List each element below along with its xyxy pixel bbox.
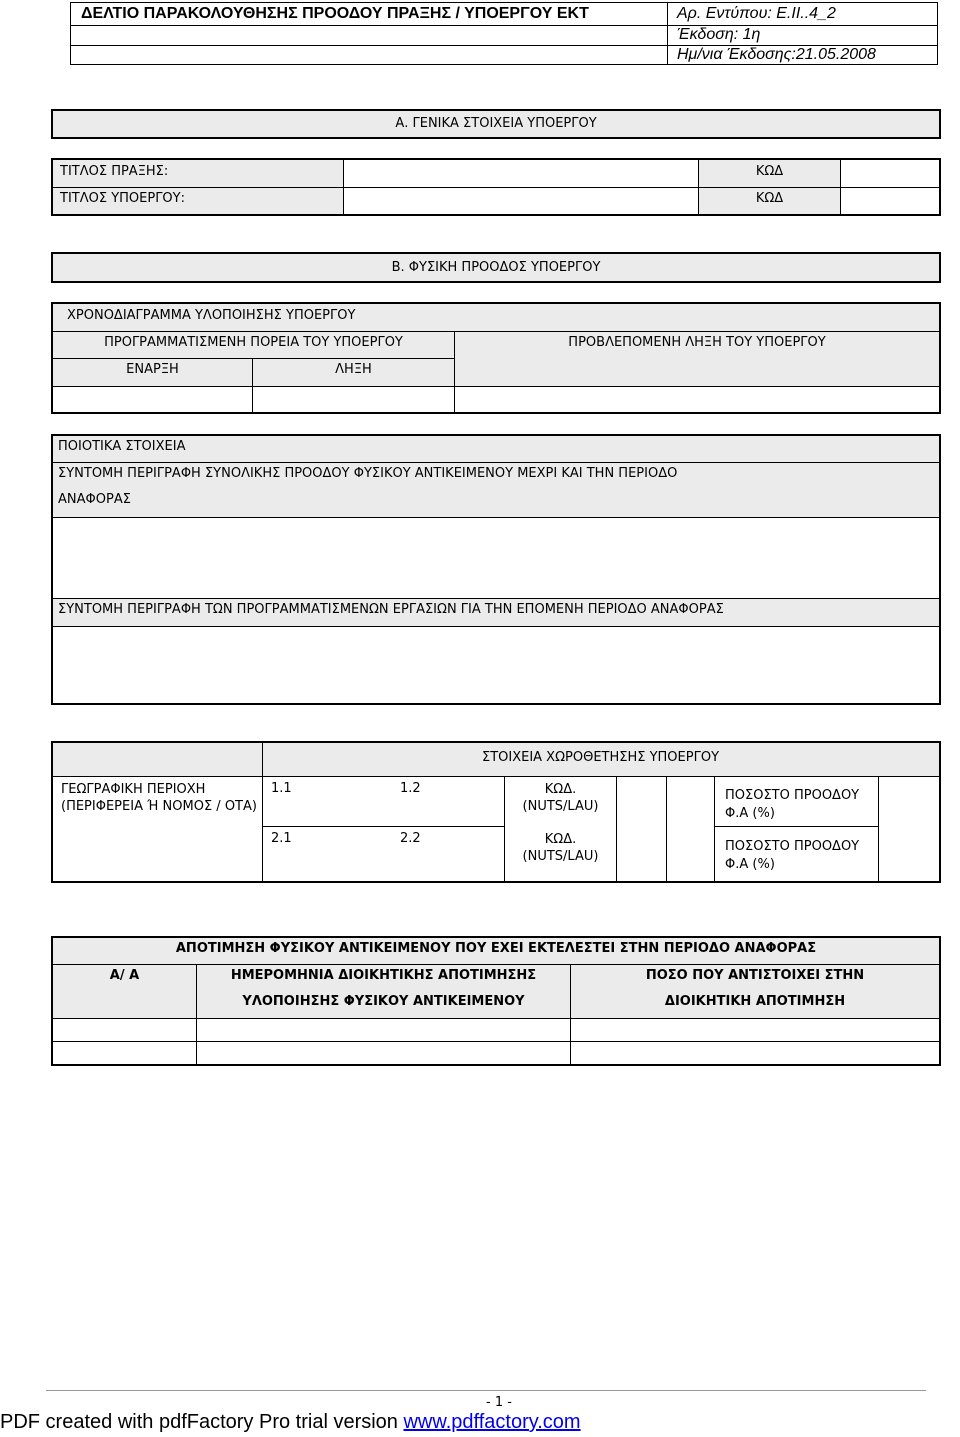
edition-date: Ημ/νια Έκδοσης:21.05.2008	[677, 46, 876, 63]
subproject-code-field[interactable]	[841, 188, 939, 214]
region-2-2: 2.2	[400, 831, 421, 846]
assessment-title: ΑΠΟΤΙΜΗΣΗ ΦΥΣΙΚΟΥ ΑΝΤΙΚΕΙΜΕΝΟΥ ΠΟΥ ΕΧΕΙ ΕΚΤΕΛΕΣΤΕΙ ΣΤΗΝ ΠΕΡΙΟΔΟ ΑΝΑΦΟΡΑΣ	[175, 941, 817, 956]
table-row[interactable]	[53, 1019, 939, 1041]
action-title-label: ΤΙΤΛΟΣ ΠΡΑΞΗΣ:	[60, 164, 169, 179]
nuts-code-field-1[interactable]	[617, 777, 666, 881]
planned-course-label: ΠΡΟΓΡΑΜΜΑΤΙΣΜΕΝΗ ΠΟΡΕΙΑ ΤΟΥ ΥΠΟΕΡΓΟΥ	[104, 335, 403, 350]
progress-summary-label-line2: ΑΝΑΦΟΡΑΣ	[58, 492, 131, 507]
end-label: ΛΗΞΗ	[335, 362, 372, 377]
region-1-1: 1.1	[271, 781, 292, 796]
pdf-footer	[0, 1411, 960, 1437]
action-code-label: ΚΩΔ	[755, 164, 784, 179]
qualitative-table	[51, 434, 941, 705]
general-info-table	[51, 158, 941, 216]
document-header	[70, 2, 938, 65]
nuts-code-label-2: ΚΩΔ. (NUTS/LAU)	[522, 832, 599, 864]
edition: Έκδοση: 1η	[677, 26, 761, 43]
subproject-code-label: ΚΩΔ	[755, 191, 784, 206]
location-table	[51, 741, 941, 883]
assessment-table	[51, 936, 941, 1066]
table-row[interactable]	[53, 1042, 939, 1064]
page-number: - 1 -	[486, 1395, 512, 1410]
progress-summary-label-line1: ΣΥΝΤΟΜΗ ΠΕΡΙΓΡΑΦΗ ΣΥΝΟΛΙΚΗΣ ΠΡΟΟΔΟΥ ΦΥΣΙΚΟΥ ΑΝΤΙΚΕΙΜΕΝΟΥ ΜΕΧΡΙ ΚΑΙ ΤΗΝ ΠΕΡΙΟΔΟ	[58, 466, 678, 481]
region-label: ΓΕΩΓΡΑΦΙΚΗ ΠΕΡΙΟΧΗ (ΠΕΡΙΦΕΡΕΙΑ Ή ΝΟΜΟΣ / ΟΤΑ)	[61, 782, 257, 814]
form-title: ΔΕΛΤΙΟ ΠΑΡΑΚΟΛΟΥΘΗΣΗΣ ΠΡΟΟΔΟΥ ΠΡΑΞΗΣ / ΥΠΟΕΡΓΟΥ ΕΚΤ	[81, 5, 589, 22]
expected-end-label: ΠΡΟΒΛΕΠΟΜΕΝΗ ΛΗΞΗ ΤΟΥ ΥΠΟΕΡΓΟΥ	[568, 335, 826, 350]
action-code-field[interactable]	[841, 160, 939, 187]
footer-divider	[46, 1390, 926, 1391]
subproject-title-label: ΤΙΤΛΟΣ ΥΠΟΕΡΓΟΥ:	[60, 191, 185, 206]
subproject-title-field[interactable]	[344, 188, 698, 214]
expected-end-field[interactable]	[455, 387, 939, 412]
progress-summary-field[interactable]	[53, 518, 939, 598]
section-a-title: Α. ΓΕΝΙΚΑ ΣΤΟΙΧΕΙΑ ΥΠΟΕΡΓΟΥ	[51, 109, 941, 139]
region-2-1: 2.1	[271, 831, 292, 846]
col-amount-header-line2: ΔΙΟΙΚΗΤΙΚΗ ΑΠΟΤΙΜΗΣΗ	[664, 994, 846, 1009]
form-number: Αρ. Εντύπου: Ε.ΙΙ..4_2	[677, 5, 836, 22]
col-amount-header-line1: ΠΟΣΟ ΠΟΥ ΑΝΤΙΣΤΟΙΧΕΙ ΣΤΗΝ	[645, 968, 865, 983]
col-date-header-line2: ΥΛΟΠΟΙΗΣΗΣ ΦΥΣΙΚΟΥ ΑΝΤΙΚΕΙΜΕΝΟΥ	[242, 994, 525, 1009]
col-aa-header: Α/ Α	[109, 968, 140, 983]
nuts-code-label-1: ΚΩΔ. (NUTS/LAU)	[522, 782, 599, 814]
start-label: ΕΝΑΡΞΗ	[126, 362, 179, 377]
planned-works-label: ΣΥΝΤΟΜΗ ΠΕΡΙΓΡΑΦΗ ΤΩΝ ΠΡΟΓΡΑΜΜΑΤΙΣΜΕΝΩΝ ΕΡΓΑΣΙΩΝ ΓΙΑ ΤΗΝ ΕΠΟΜΕΝΗ ΠΕΡΙΟΔΟ ΑΝΑΦΟΡΑΣ	[58, 602, 724, 617]
progress-pct-field[interactable]	[879, 777, 939, 881]
region-1-2: 1.2	[400, 781, 421, 796]
section-b-title: Β. ΦΥΣΙΚΗ ΠΡΟΟΔΟΣ ΥΠΟΕΡΓΟΥ	[51, 252, 941, 283]
start-date-field[interactable]	[53, 387, 252, 412]
progress-pct-label-1: ΠΟΣΟΣΤΟ ΠΡΟΟΔΟΥ Φ.Α (%)	[725, 788, 860, 821]
pdf-note: PDF created with pdfFactory Pro trial version	[0, 1411, 398, 1433]
planned-works-field[interactable]	[53, 627, 939, 703]
qualitative-title: ΠΟΙΟΤΙΚΑ ΣΤΟΙΧΕΙΑ	[58, 439, 186, 454]
col-date-header-line1: ΗΜΕΡΟΜΗΝΙΑ ΔΙΟΙΚΗΤΙΚΗΣ ΑΠΟΤΙΜΗΣΗΣ	[230, 968, 537, 983]
nuts-code-field-2[interactable]	[667, 777, 714, 881]
schedule-title: ΧΡΟΝΟΔΙΑΓΡΑΜΜΑ ΥΛΟΠΟΙΗΣΗΣ ΥΠΟΕΡΓΟΥ	[67, 308, 356, 323]
pdffactory-link[interactable]: www.pdffactory.com	[403, 1411, 581, 1433]
action-title-field[interactable]	[344, 160, 698, 187]
end-date-field[interactable]	[253, 387, 454, 412]
location-title: ΣΤΟΙΧΕΙΑ ΧΩΡΟΘΕΤΗΣΗΣ ΥΠΟΕΡΓΟΥ	[481, 750, 720, 765]
schedule-table	[51, 302, 941, 414]
progress-pct-label-2: ΠΟΣΟΣΤΟ ΠΡΟΟΔΟΥ Φ.Α (%)	[725, 839, 860, 872]
